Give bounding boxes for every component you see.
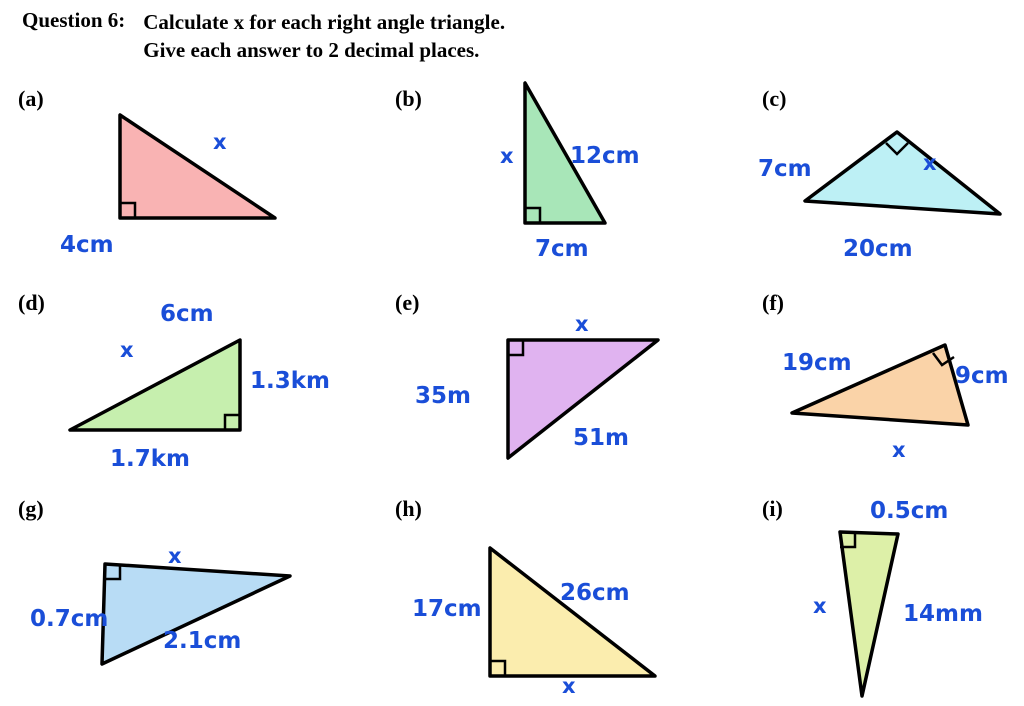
- problem-b: [380, 86, 720, 276]
- problem-g: [0, 496, 340, 696]
- instruction-line-1: Calculate x for each right angle triangle.: [143, 10, 506, 34]
- label-f-side-9cm: 9cm: [955, 363, 1009, 389]
- label-a-side-6cm: 6cm: [160, 301, 214, 327]
- problem-i-label: (i): [762, 496, 783, 521]
- label-d-unknown-x: x: [120, 338, 134, 362]
- label-i-side-0_5cm: 0.5cm: [870, 498, 949, 524]
- label-f-unknown-x: x: [892, 438, 906, 462]
- label-g-unknown-x: x: [168, 544, 182, 568]
- label-b-side-12cm: 12cm: [570, 143, 640, 169]
- label-i-unknown-x: x: [813, 594, 827, 618]
- label-h-unknown-x: x: [562, 674, 576, 698]
- label-h-side-26cm: 26cm: [560, 580, 630, 606]
- label-h-side-17cm: 17cm: [412, 596, 482, 622]
- label-g-side-2_1cm: 2.1cm: [163, 628, 242, 654]
- problem-c: [740, 86, 1024, 276]
- label-e-side-35m: 35m: [415, 383, 471, 409]
- label-c-side-7cm: 7cm: [758, 156, 812, 182]
- problem-f-label: (f): [762, 290, 784, 315]
- problem-d-label: (d): [18, 290, 45, 315]
- triangle-h: [450, 536, 730, 706]
- label-e-unknown-x: x: [575, 312, 589, 336]
- label-c-side-20cm: 20cm: [843, 236, 913, 262]
- problem-a: [0, 86, 340, 327]
- question-number-label: Question 6:: [22, 8, 126, 32]
- question-header: [22, 8, 505, 64]
- label-c-unknown-x: x: [923, 151, 937, 175]
- label-d-side-1_7km: 1.7km: [110, 446, 191, 472]
- label-e-side-51m: 51m: [573, 425, 629, 451]
- problem-e: [380, 290, 720, 480]
- problem-f: [740, 290, 1024, 480]
- problem-d: [0, 290, 340, 480]
- triangle-e: [480, 330, 740, 480]
- problem-a-label: (a): [18, 86, 44, 111]
- question-instructions: [143, 8, 505, 64]
- label-d-side-1_3km: 1.3km: [250, 368, 331, 394]
- label-g-side-0_7cm: 0.7cm: [30, 606, 109, 632]
- problem-c-label: (c): [762, 86, 787, 111]
- problem-h: [380, 496, 720, 696]
- problem-g-label: (g): [18, 496, 44, 521]
- problem-i: [740, 496, 1024, 696]
- label-a-side-4cm: 4cm: [60, 232, 114, 258]
- instruction-line-2: Give each answer to 2 decimal places.: [143, 38, 480, 62]
- problem-b-label: (b): [395, 86, 422, 111]
- label-a-unknown-x: x: [213, 130, 227, 154]
- problem-e-label: (e): [395, 290, 420, 315]
- label-b-side-7cm: 7cm: [535, 236, 589, 262]
- label-f-side-19cm: 19cm: [782, 350, 852, 376]
- label-i-side-14mm: 14mm: [903, 601, 983, 627]
- label-b-unknown-x: x: [500, 144, 514, 168]
- problem-h-label: (h): [395, 496, 422, 521]
